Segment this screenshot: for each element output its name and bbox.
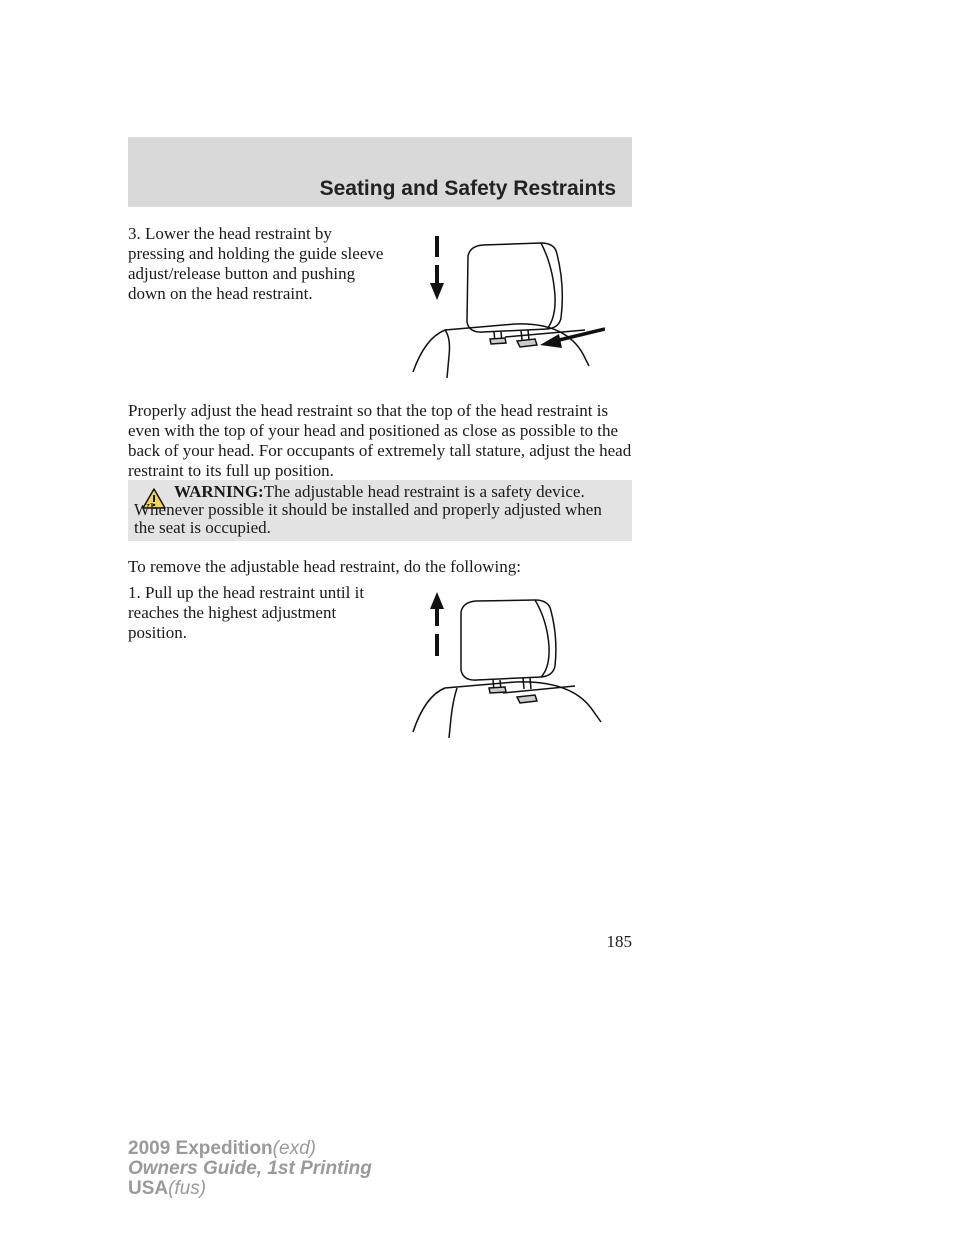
footer-model: 2009 Expedition xyxy=(128,1138,273,1159)
step-1-text: 1. Pull up the head restraint until it reaches the highest adjustment position. xyxy=(128,583,365,642)
up-arrow-icon xyxy=(430,592,444,656)
figure-lower-head-restraint xyxy=(405,226,605,386)
warning-body: The adjustable head restraint is a safety device. Whenever possible it should be installed and properly adjusted when the seat is occupied. xyxy=(134,482,602,537)
section-title: Seating and Safety Restraints xyxy=(319,177,616,200)
warning-box xyxy=(128,480,632,541)
warning-text xyxy=(134,483,626,537)
pointer-arrow-icon xyxy=(540,329,605,348)
section-header xyxy=(128,137,632,207)
remove-intro-paragraph: To remove the adjustable head restraint, do the following: xyxy=(128,557,522,576)
page-number: 185 xyxy=(606,932,632,951)
footer xyxy=(128,1139,372,1199)
down-arrow-icon xyxy=(430,236,444,300)
head-restraint xyxy=(413,600,601,738)
warning-label: WARNING: xyxy=(174,482,264,501)
head-restraint xyxy=(413,243,589,378)
footer-line-2: Owners Guide, 1st Printing xyxy=(128,1158,372,1179)
step-3-text: 3. Lower the head restraint by pressing and holding the guide sleeve adjust/release button and pushing down on the head restraint. xyxy=(128,224,384,303)
footer-market: USA xyxy=(128,1178,169,1199)
adjust-paragraph: Properly adjust the head restraint so that the top of the head restraint is even with the top of your head and positioned as close as possible to the back of your head. For occupants of extremely tall stature, adjust the head restraint to its full up position. xyxy=(128,401,632,480)
figure-pull-up-head-restraint xyxy=(405,588,605,738)
footer-model-code: (exd) xyxy=(272,1138,316,1159)
footer-market-code: (fus) xyxy=(168,1178,207,1199)
footer-line-1 xyxy=(128,1139,372,1159)
footer-line-3 xyxy=(128,1179,372,1199)
